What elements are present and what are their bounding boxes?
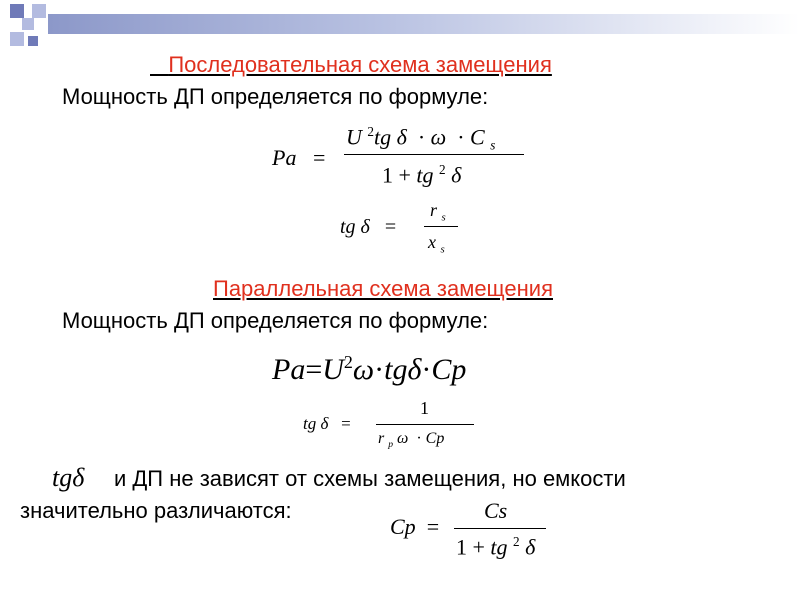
conclusion-line2: значительно различаются: xyxy=(20,498,292,523)
corner-square-5 xyxy=(28,36,38,46)
title-bar-decoration xyxy=(48,14,800,34)
formula-pa-lhs: Pa = xyxy=(272,145,326,170)
formula-pa-parallel: $Pa=U^2\omega\cdot tg\delta\cdot Cp$ xyxy=(272,352,467,386)
tg-symbol: tgδ xyxy=(52,463,85,492)
corner-square-1 xyxy=(10,4,24,18)
corner-square-2 xyxy=(32,4,46,18)
formula-pa-num: U $^2$tg δ · ω · C $_s$ xyxy=(346,124,496,153)
formula-pa-den: 1 + tg $^2$ δ xyxy=(382,162,462,188)
corner-square-4 xyxy=(10,32,24,46)
conclusion-line1: и ДП не зависят от схемы замещения, но емкости xyxy=(114,466,626,491)
series-intro: Мощность ДП определяется по формуле: xyxy=(62,84,489,109)
series-heading: Последовательная схема замещения xyxy=(168,52,552,77)
parallel-intro: Мощность ДП определяется по формуле: xyxy=(62,308,489,333)
corner-square-3 xyxy=(22,18,34,30)
parallel-heading: Параллельная схема замещения xyxy=(213,276,553,301)
